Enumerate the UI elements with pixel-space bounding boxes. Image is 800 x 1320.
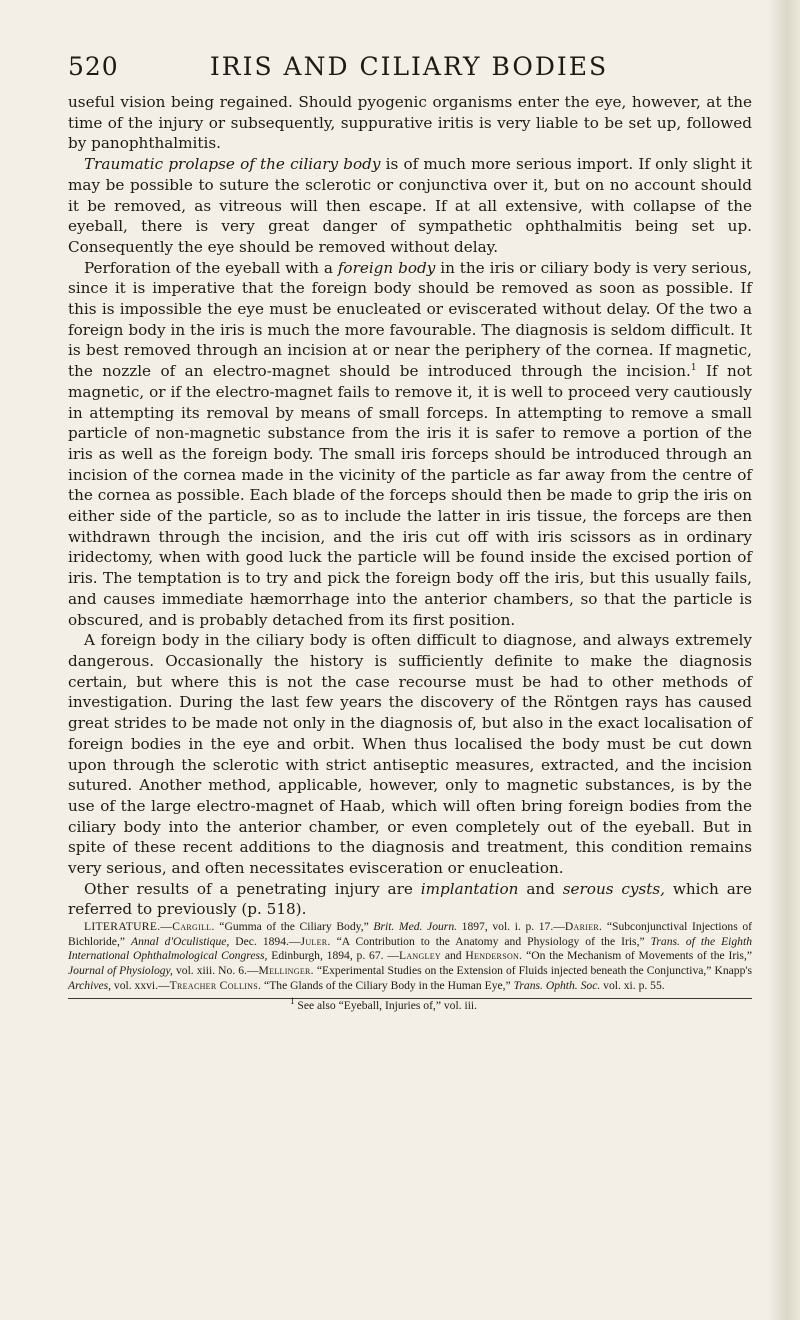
text-run: “On the Mechanism of Movements of the Iris,” bbox=[522, 949, 752, 963]
term-implantation: implantation bbox=[420, 879, 519, 898]
text-run: vol. xiii. No. 6.— bbox=[172, 963, 259, 977]
journal-title: Brit. Med. Journ. bbox=[373, 920, 458, 934]
text-run: 1897, vol. i. p. 17.— bbox=[457, 920, 565, 934]
text-run: If not magnetic, or if the electro-magnet fails to remove it, it is well to proceed very cautiously in attempting its removal by means of small forceps. In attempting to remove a small particle of non-magnetic substance from the iris it is safer to remove a portion of the iris as well as the foreign body. The small iris forceps should be introduced through an incision of the cornea made in the vicinity of the particle as far away from the centre of the cornea as possible. Each blade of the forceps should then be made to grip the iris on either side of the particle, so as to include the latter in iris tissue, the forceps are then withdrawn through the incision, and the iris cut off with iris scissors as in ordinary iridectomy, when with good luck the particle will be found inside the excised portion of iris. The temptation is to try and pick the foreign body off the iris, but this usually fails, and causes immediate hæmorrhage into the anterior chambers, so that the particle is obscured, and is probably detached from its first position. bbox=[68, 362, 752, 629]
footnote-reference[interactable]: 1 bbox=[690, 363, 697, 374]
literature-heading: LITERATURE.— bbox=[84, 920, 173, 934]
journal-title: Trans. Ophth. Soc. bbox=[513, 978, 601, 992]
author-name: Langley bbox=[398, 949, 442, 963]
running-head: IRIS AND CILIARY BODIES bbox=[209, 52, 609, 81]
footnote bbox=[68, 996, 752, 1013]
page-edge-shadow bbox=[768, 0, 800, 1320]
literature-references bbox=[68, 920, 752, 993]
paragraph bbox=[68, 258, 752, 631]
text-run: “Gumma of the Ciliary Body,” bbox=[214, 920, 374, 934]
page-number: 520 bbox=[68, 52, 119, 81]
text-run: vol. xxvi.— bbox=[111, 978, 170, 992]
term-serous-cysts: serous cysts, bbox=[562, 879, 666, 898]
text-run: “Experimental Studies on the Extension of Fluids injected beneath the Conjunctiva,” Knapp's bbox=[313, 963, 753, 977]
text-run: is of much more serious import. If only slight it may be possible to suture the sclerotic or conjunctiva over it, but on no account should it be removed, as vitreous will then escape. If at all extensive, with collapse of the eyeball, there is very great danger of sympathetic ophthalmitis being set up. Consequently the eye should be removed without delay. bbox=[68, 155, 752, 256]
text-run: in the iris or ciliary body is very serious, since it is imperative that the foreign body should be removed as soon as possible. If this is impossible the eye must be enucleated or eviscerated without delay. Of the two a foreign body in the iris is much the more favourable. The diagnosis is seldom difficult. It is best removed through an incision at or near the periphery of the cornea. If magnetic, the nozzle of an electro-magnet should be introduced through the incision. bbox=[68, 258, 752, 381]
text-run: which are referred to previously (p. 518). bbox=[68, 879, 752, 919]
journal-title: Journal of Physiology, bbox=[68, 963, 173, 977]
text-run: Perforation of the eyeball with a bbox=[84, 258, 338, 277]
author-name: Treacher Collins. bbox=[169, 978, 262, 992]
author-name: Mellinger. bbox=[258, 963, 314, 977]
text-run: “A Contribution to the Anatomy and Physiology of the Iris,” bbox=[330, 934, 651, 948]
journal-title: Annal d'Oculistique, bbox=[130, 934, 230, 948]
section-heading-traumatic-prolapse: Traumatic prolapse of the ciliary body bbox=[84, 155, 381, 174]
text-run: vol. xi. p. 55. bbox=[600, 978, 665, 992]
text-run: “Subconjunctival Injections of Bichloride,” bbox=[68, 920, 752, 948]
text-run: “The Glands of the Ciliary Body in the Human Eye,” bbox=[261, 978, 514, 992]
text-run: and bbox=[441, 949, 466, 963]
text-run: useful vision being regained. Should pyogenic organisms enter the eye, however, at the time of the injury or subsequently, suppurative iritis is very liable to be set up, followed by panophthalmitis. bbox=[68, 93, 752, 153]
author-name: Juler. bbox=[300, 934, 331, 948]
paragraph bbox=[68, 879, 752, 920]
author-name: Darier. bbox=[564, 920, 603, 934]
footnote-text: See also “Eyeball, Injuries of,” vol. iii. bbox=[294, 999, 478, 1013]
body-text bbox=[68, 92, 752, 1013]
paragraph bbox=[68, 154, 752, 258]
text-run: Edinburgh, 1894, p. 67. — bbox=[267, 949, 399, 963]
paragraph bbox=[68, 92, 752, 154]
journal-title: Trans. of the Eighth International Ophthalmological Congress, bbox=[68, 934, 752, 963]
section-heading-foreign-body: foreign body bbox=[337, 258, 436, 277]
paragraph bbox=[68, 630, 752, 878]
journal-title: Archives, bbox=[68, 978, 112, 992]
author-name: Cargill. bbox=[172, 920, 215, 934]
text-run: and bbox=[518, 879, 563, 898]
footnote-marker: 1 bbox=[290, 996, 295, 1007]
author-name: Henderson. bbox=[465, 949, 523, 963]
text-run: A foreign body in the ciliary body is often difficult to diagnose, and always extremely dangerous. Occasionally the history is sufficiently definite to make the diagnosis certain, but where this is not the case recourse must be had to other methods of investigation. During the last few years the discovery of the Röntgen rays has caused great strides to be made not only in the diagnosis of, but also in the exact localisation of foreign bodies in the eye and orbit. When thus localised the body must be cut down upon through the sclerotic with strict antiseptic measures, extracted, and the incision sutured. Another method, applicable, however, only to magnetic substances, is by the use of the large electro-magnet of Haab, which will often bring foreign bodies from the ciliary body into the anterior chamber, or even completely out of the eyeball. But in spite of these recent additions to the diagnosis and treatment, this condition remains very serious, and often necessitates evisceration or enucleation. bbox=[68, 631, 752, 878]
page-header bbox=[68, 52, 750, 82]
text-run: Dec. 1894.— bbox=[229, 934, 301, 948]
text-run: Other results of a penetrating injury are bbox=[84, 879, 421, 898]
